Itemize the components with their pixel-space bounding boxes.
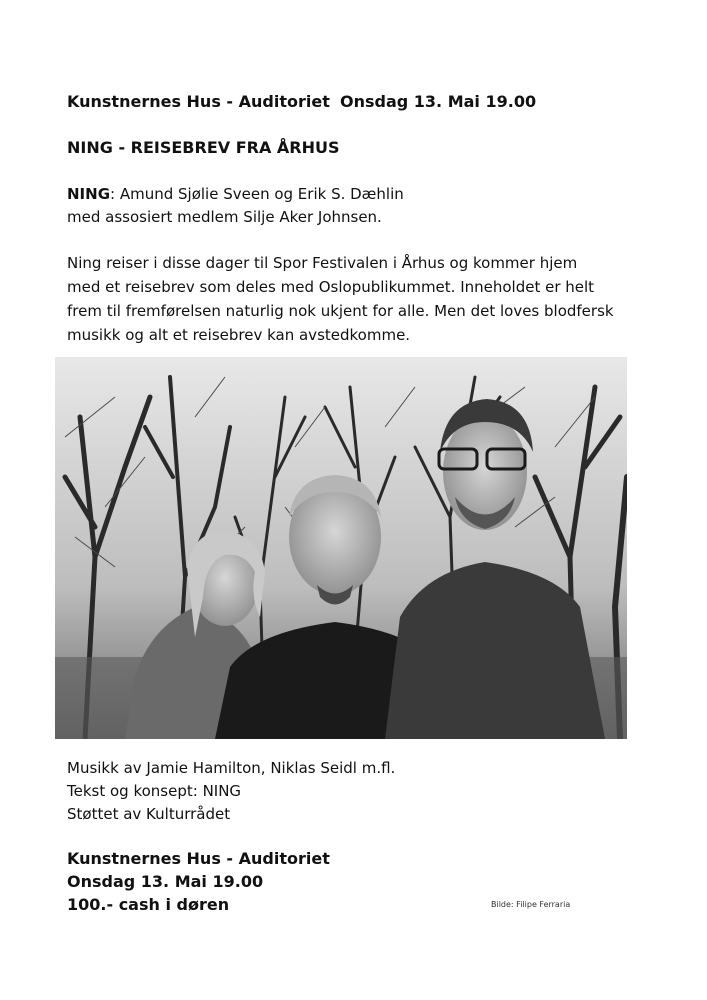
info-date: Onsdag 13. Mai 19.00 — [67, 872, 264, 891]
cast-line-1 — [67, 183, 404, 206]
info-venue: Kunstnernes Hus - Auditoriet — [67, 849, 330, 868]
description-line: musikk og alt et reisebrev kan avstedkomme. — [67, 326, 411, 344]
cast-block — [67, 183, 404, 229]
photo-illustration — [55, 357, 627, 739]
description-line: frem til fremførelsen naturlig nok ukjent for alle. Men det loves blodfersk — [67, 302, 614, 320]
header-date: Onsdag 13. Mai 19.00 — [340, 92, 537, 111]
description — [67, 251, 614, 347]
credits-block — [67, 757, 395, 826]
info-price: 100.- cash i døren — [67, 895, 230, 914]
cast-associate: med assosiert medlem Silje Aker Johnsen. — [67, 208, 382, 226]
description-line: med et reisebrev som deles med Oslopublikummet. Inneholdet er helt — [67, 278, 595, 296]
credits-line: Musikk av Jamie Hamilton, Niklas Seidl m.fl. — [67, 759, 396, 777]
description-line: Ning reiser i disse dager til Spor Festivalen i Århus og kommer hjem — [67, 254, 578, 272]
header-venue: Kunstnernes Hus - Auditoriet — [67, 92, 330, 111]
credits-line: Tekst og konsept: NING — [67, 782, 242, 800]
event-info-block — [67, 847, 330, 916]
event-title: NING - REISEBREV FRA ÅRHUS — [67, 138, 340, 157]
credits-line: Støttet av Kulturrådet — [67, 805, 231, 823]
cast-members: : Amund Sjølie Sveen og Erik S. Dæhlin — [110, 185, 404, 203]
cast-group-name: NING — [67, 185, 111, 203]
photo-credit: Bilde: Filipe Ferraria — [491, 900, 571, 909]
group-photo — [55, 357, 627, 739]
